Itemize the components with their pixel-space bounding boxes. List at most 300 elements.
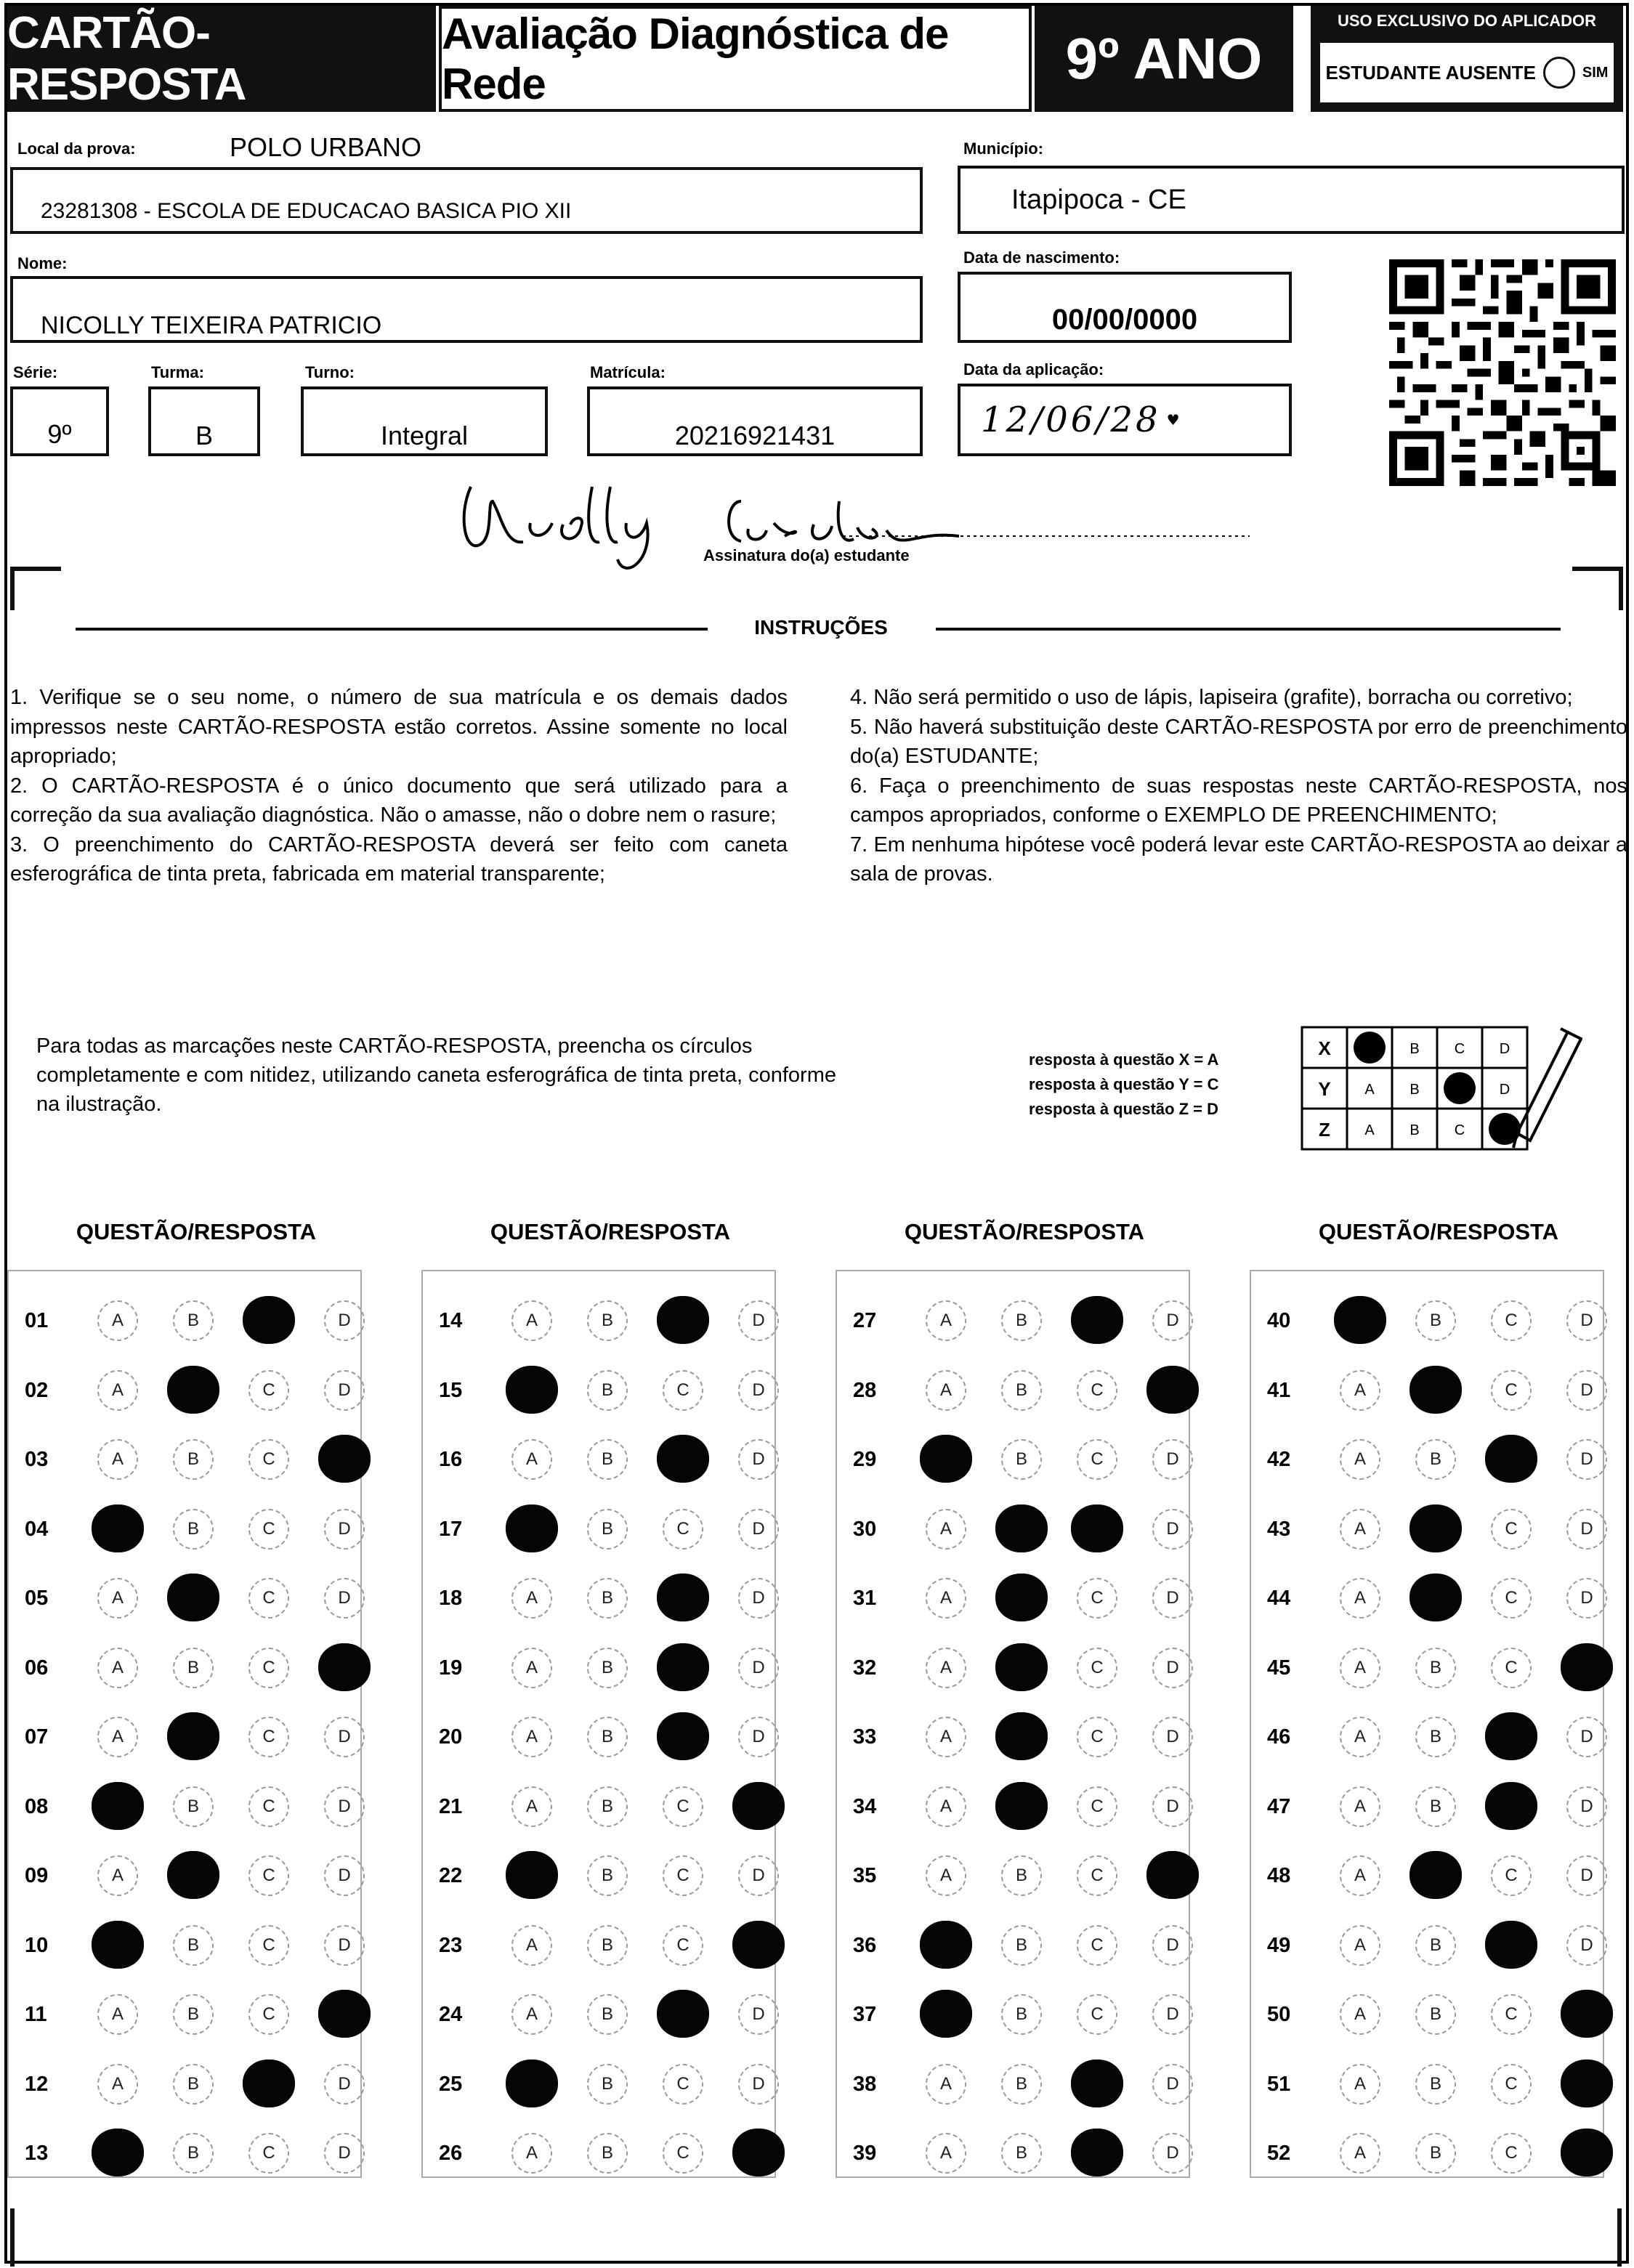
question-number: 09 [25,1864,49,1887]
answer-bubble-a[interactable] [92,1921,144,1969]
answer-bubble-a[interactable]: A [511,1717,552,1757]
answer-bubble-a[interactable]: A [926,1717,966,1757]
sheet-title: CARTÃO-RESPOSTA [7,6,436,112]
answer-bubble-d[interactable]: D [738,1439,779,1480]
answer-bubble-b[interactable]: B [173,1925,214,1966]
answer-bubble-c[interactable]: C [1491,1855,1532,1896]
answer-bubble-a[interactable] [920,1921,972,1969]
turma-field [148,386,260,456]
answer-bubble-d[interactable]: D [1152,1509,1193,1550]
answer-bubble-a[interactable]: A [926,1578,966,1619]
answer-bubble-d[interactable]: D [1152,1648,1193,1688]
answer-bubble-a[interactable]: A [1340,1994,1380,2035]
answer-bubble-b[interactable]: B [587,2064,628,2105]
question-row-39 [853,2131,1194,2175]
answer-bubble-d[interactable]: D [324,2064,365,2105]
answer-bubble-c[interactable] [657,1990,709,2038]
answer-bubble-d[interactable]: D [324,2133,365,2174]
answer-bubble-d[interactable] [1561,1643,1613,1691]
answer-bubble-c[interactable]: C [248,1648,289,1688]
answer-bubble-c[interactable]: C [1491,1509,1532,1550]
answer-bubble-a[interactable] [506,1504,558,1552]
applicator-box [1311,6,1623,112]
answer-bubble-d[interactable]: D [1152,1717,1193,1757]
answer-bubble-a[interactable]: A [1340,1925,1380,1966]
answer-bubble-c[interactable] [1485,1712,1537,1760]
answer-bubble-d[interactable]: D [1152,1994,1193,2035]
answer-bubble-b[interactable]: B [587,1439,628,1480]
absent-field [1318,41,1616,105]
answer-bubble-d[interactable]: D [738,1855,779,1896]
answer-bubble-d[interactable]: D [1566,1509,1607,1550]
question-number: 25 [439,2072,463,2096]
answer-bubble-b[interactable] [1409,1851,1462,1899]
question-number: 44 [1267,1587,1291,1610]
answer-bubble-b[interactable]: B [1001,1439,1042,1480]
answer-bubble-a[interactable]: A [97,1717,138,1757]
answer-bubble-a[interactable]: A [926,1786,966,1827]
matricula-value: 20216921431 [674,421,836,450]
answer-bubble-c[interactable]: C [1077,1855,1117,1896]
example-option-letter: D [1499,1082,1510,1098]
answer-bubble-b[interactable]: B [1001,1925,1042,1966]
answer-bubble-d[interactable]: D [324,1509,365,1550]
question-number: 04 [25,1517,49,1541]
question-row-35 [853,1854,1194,1898]
answer-bubble-d[interactable]: D [324,1300,365,1341]
answer-bubble-d[interactable]: D [738,1578,779,1619]
answer-bubble-d[interactable] [732,1782,785,1830]
nascimento-value: 00/00/0000 [1051,303,1198,336]
question-row-34 [853,1785,1194,1828]
answer-bubble-b[interactable]: B [1415,1648,1456,1688]
answer-bubble-b[interactable]: B [587,1994,628,2035]
answer-bubble-a[interactable]: A [926,2133,966,2174]
answer-bubble-d[interactable]: D [1566,1786,1607,1827]
answer-bubble-c[interactable] [1071,1504,1123,1552]
answer-bubble-c[interactable]: C [1491,1300,1532,1341]
answer-bubble-a[interactable] [506,2060,558,2107]
answer-bubble-b[interactable] [167,1851,219,1899]
answer-bubble-c[interactable] [1485,1782,1537,1830]
question-number: 43 [1267,1517,1291,1541]
nome-label: Nome: [17,254,68,272]
question-number: 11 [25,2003,47,2026]
answer-bubble-b[interactable]: B [173,1786,214,1827]
answer-bubble-d[interactable]: D [1566,1717,1607,1757]
answer-bubble-a[interactable]: A [511,1925,552,1966]
answer-bubble-c[interactable]: C [248,1370,289,1411]
question-row-19 [439,1646,780,1690]
answer-bubble-b[interactable]: B [1415,1994,1456,2035]
answer-bubble-b[interactable]: B [587,2133,628,2174]
question-number: 37 [853,2003,877,2026]
answer-bubble-c[interactable]: C [663,1509,703,1550]
answer-column-title: QUESTÃO/RESPOSTA [904,1219,1145,1244]
answer-bubble-a[interactable]: A [97,2064,138,2105]
question-number: 20 [439,1725,463,1749]
answer-bubble-a[interactable]: A [1340,2133,1380,2174]
answer-bubble-d[interactable]: D [1152,1578,1193,1619]
answer-bubble-b[interactable]: B [173,1439,214,1480]
question-row-48 [1267,1854,1609,1898]
answer-bubble-a[interactable]: A [926,1300,966,1341]
answer-bubble-c[interactable]: C [663,2133,703,2174]
question-number: 32 [853,1656,877,1680]
answer-bubble-b[interactable]: B [173,2064,214,2105]
answer-bubble-b[interactable]: B [1415,1439,1456,1480]
answer-bubble-d[interactable]: D [738,1300,779,1341]
answer-bubble-b[interactable]: B [1001,1370,1042,1411]
answer-bubble-d[interactable]: D [738,1509,779,1550]
answer-bubble-c[interactable]: C [1077,1925,1117,1966]
answer-bubble-a[interactable]: A [97,1578,138,1619]
question-number: 51 [1267,2072,1291,2096]
example-row-y [1302,1068,1527,1109]
answer-bubble-b[interactable]: B [1001,1855,1042,1896]
answer-bubble-c[interactable] [1071,2129,1123,2176]
answer-bubble-a[interactable]: A [1340,2064,1380,2105]
answer-bubble-b[interactable] [167,1712,219,1760]
question-row-43 [1267,1507,1609,1551]
answer-bubble-b[interactable]: B [1415,1300,1456,1341]
answer-bubble-d[interactable]: D [1566,1370,1607,1411]
answer-bubble-b[interactable]: B [587,1648,628,1688]
answer-bubble-c[interactable] [657,1435,709,1483]
answer-bubble-b[interactable] [167,1366,219,1414]
answer-bubble-a[interactable]: A [511,1648,552,1688]
aplicacao-field [958,384,1292,456]
question-row-08 [25,1785,366,1828]
answer-bubble-c[interactable] [657,1574,709,1621]
answer-bubble-c[interactable]: C [1077,1994,1117,2035]
answer-bubble-a[interactable]: A [1340,1439,1380,1480]
exam-name: Avaliação Diagnóstica de Rede [439,6,1032,112]
grade-badge: 9º ANO [1035,6,1293,112]
answer-bubble-d[interactable]: D [1566,1439,1607,1480]
answer-bubble-b[interactable]: B [173,2133,214,2174]
answer-bubble-a[interactable] [920,1990,972,2038]
answer-bubble-d[interactable]: D [324,1717,365,1757]
answer-bubble-b[interactable]: B [1001,2064,1042,2105]
answer-bubble-b[interactable]: B [1415,1786,1456,1827]
answer-bubble-d[interactable]: D [738,1648,779,1688]
answer-bubble-d[interactable]: D [324,1855,365,1896]
question-number: 40 [1267,1309,1291,1332]
answer-bubble-b[interactable] [1409,1574,1462,1621]
example-labels [1029,1048,1218,1122]
answer-bubble-a[interactable] [506,1366,558,1414]
absent-bubble[interactable] [1543,57,1575,89]
answer-bubble-c[interactable]: C [1491,1578,1532,1619]
answer-bubble-a[interactable]: A [511,1300,552,1341]
answer-bubble-a[interactable]: A [97,1855,138,1896]
answer-bubble-d[interactable] [318,1990,371,2038]
answer-bubble-b[interactable] [1409,1504,1462,1552]
answer-bubble-b[interactable]: B [587,1578,628,1619]
answer-bubble-d[interactable]: D [1152,1439,1193,1480]
question-number: 34 [853,1794,877,1818]
question-row-15 [439,1369,780,1412]
question-row-47 [1267,1785,1609,1828]
corner-mark-right [1572,567,1623,610]
serie-label: Série: [13,363,58,381]
answer-bubble-a[interactable]: A [1340,1717,1380,1757]
example-filled-bubble [1354,1032,1386,1064]
question-number: 08 [25,1794,49,1818]
answer-bubble-a[interactable]: A [926,1509,966,1550]
answer-bubble-c[interactable] [657,1712,709,1760]
answer-bubble-c[interactable]: C [663,1370,703,1411]
answer-bubble-b[interactable]: B [1415,2133,1456,2174]
answer-bubble-b[interactable]: B [587,1300,628,1341]
question-row-01 [25,1299,366,1342]
answer-bubble-c[interactable]: C [248,1717,289,1757]
answer-bubble-c[interactable] [1485,1921,1537,1969]
example-row-label: Z [1319,1119,1330,1141]
answer-bubble-b[interactable] [1409,1366,1462,1414]
answer-bubble-c[interactable]: C [1491,1648,1532,1688]
answer-bubble-a[interactable] [506,1851,558,1899]
answer-bubble-c[interactable]: C [663,1925,703,1966]
answer-bubble-b[interactable]: B [587,1855,628,1896]
answer-column-title: QUESTÃO/RESPOSTA [1318,1219,1559,1244]
answer-bubble-a[interactable]: A [97,1648,138,1688]
answer-bubble-c[interactable] [1071,2060,1123,2107]
answer-bubble-c[interactable] [657,1643,709,1691]
answer-bubble-c[interactable] [1485,1435,1537,1483]
municipio-value: Itapipoca - CE [1011,184,1186,215]
question-number: 35 [853,1864,877,1887]
answer-bubble-a[interactable]: A [511,1994,552,2035]
aplicacao-label: Data da aplicação: [963,360,1104,378]
answer-bubble-c[interactable]: C [1077,1717,1117,1757]
question-row-45 [1267,1646,1609,1690]
answer-bubble-c[interactable]: C [1491,2064,1532,2105]
answer-bubble-d[interactable]: D [1152,1925,1193,1966]
local-value: POLO URBANO [230,132,422,162]
instructions-right: 4. Não será permitido o uso de lápis, lapiseira (grafite), borracha ou corretivo; 5. Não haverá substituição deste CARTÃO-RESPOSTA por erro de preenchimento do(a) ESTUDANTE; 6. Faça o preenchimento de suas respostas neste CARTÃO-RESPOSTA, nos campos apropriados, conforme o EXEMPLO DE PREENCHIMENTO; 7. Em nenhuma hipótese você poderá levar este CARTÃO-RESPOSTA ao deixar a sala de provas. [850,686,1627,886]
answer-bubble-c[interactable] [1071,1296,1123,1344]
answer-bubble-c[interactable]: C [1077,1786,1117,1827]
answer-bubble-b[interactable] [167,1574,219,1621]
answer-bubble-d[interactable] [318,1435,371,1483]
answer-bubble-c[interactable] [657,1296,709,1344]
answer-bubble-a[interactable]: A [97,1370,138,1411]
question-row-07 [25,1715,366,1759]
applicator-label: USO EXCLUSIVO DO APLICADOR [1337,12,1597,30]
answer-bubble-b[interactable]: B [1001,1300,1042,1341]
answer-bubble-c[interactable] [243,2060,295,2107]
question-number: 24 [439,2003,463,2026]
question-number: 23 [439,1933,463,1957]
answer-bubble-a[interactable]: A [1340,1648,1380,1688]
answer-bubble-d[interactable]: D [324,1578,365,1619]
question-row-50 [1267,1993,1609,2036]
qr-code [1389,256,1616,490]
answer-bubble-a[interactable]: A [97,1439,138,1480]
answer-bubble-b[interactable]: B [173,1648,214,1688]
answer-bubble-a[interactable]: A [511,1439,552,1480]
answer-bubble-a[interactable]: A [1340,1509,1380,1550]
answer-bubble-b[interactable] [995,1712,1048,1760]
answer-bubble-c[interactable]: C [248,1786,289,1827]
question-row-25 [439,2062,780,2106]
question-row-41 [1267,1369,1609,1412]
question-number: 29 [853,1448,877,1471]
answer-bubble-d[interactable] [1146,1851,1199,1899]
answer-bubble-b[interactable] [995,1574,1048,1621]
school-value: 23281308 - ESCOLA DE EDUCACAO BASICA PIO XII [41,199,572,223]
answer-bubble-c[interactable]: C [1491,2133,1532,2174]
answer-bubble-d[interactable]: D [1152,2064,1193,2105]
question-row-16 [439,1438,780,1481]
matricula-label: Matrícula: [590,363,666,381]
answer-bubble-d[interactable] [1146,1366,1199,1414]
answer-bubble-b[interactable]: B [587,1509,628,1550]
question-row-38 [853,2062,1194,2106]
answer-bubble-b[interactable]: B [1001,1994,1042,2035]
answer-bubble-a[interactable] [92,1782,144,1830]
answer-bubble-d[interactable]: D [738,2064,779,2105]
example-label-x: resposta à questão X = A [1029,1050,1219,1069]
answer-bubble-d[interactable]: D [324,1786,365,1827]
answer-bubble-b[interactable]: B [587,1717,628,1757]
answer-bubble-c[interactable]: C [663,1786,703,1827]
absent-label: ESTUDANTE AUSENTE [1325,61,1536,84]
answer-bubble-c[interactable]: C [248,1439,289,1480]
answer-bubble-a[interactable]: A [511,1786,552,1827]
answer-bubble-c[interactable]: C [1077,1439,1117,1480]
turno-field [301,386,548,456]
answer-bubble-d[interactable]: D [738,1994,779,2035]
example-option-letter: A [1364,1082,1375,1098]
question-row-11 [25,1993,366,2036]
question-row-05 [25,1576,366,1620]
answer-bubble-a[interactable]: A [926,1855,966,1896]
answer-bubble-d[interactable]: D [1566,1300,1607,1341]
answer-bubble-b[interactable] [995,1643,1048,1691]
question-row-30 [853,1507,1194,1551]
answer-bubble-a[interactable]: A [926,2064,966,2105]
answer-bubble-d[interactable] [732,1921,785,1969]
answer-bubble-d[interactable] [1561,1990,1613,2038]
answer-bubble-c[interactable]: C [1077,1578,1117,1619]
answer-bubble-b[interactable]: B [587,1925,628,1966]
answer-bubble-c[interactable]: C [663,2064,703,2105]
question-number: 13 [25,2142,49,2165]
answer-bubble-d[interactable]: D [324,1925,365,1966]
question-row-33 [853,1715,1194,1759]
answer-bubble-c[interactable]: C [1491,1370,1532,1411]
answer-bubble-d[interactable]: D [1152,2133,1193,2174]
answer-bubble-b[interactable]: B [173,1300,214,1341]
answer-bubble-b[interactable]: B [587,1786,628,1827]
answer-bubble-a[interactable]: A [1340,1370,1380,1411]
answer-bubble-a[interactable]: A [926,1370,966,1411]
answer-bubble-c[interactable]: C [248,1994,289,2035]
answer-bubble-c[interactable]: C [248,1925,289,1966]
answer-bubble-d[interactable]: D [1566,1578,1607,1619]
answer-bubble-a[interactable] [92,1504,144,1552]
answer-column-title: QUESTÃO/RESPOSTA [490,1219,731,1244]
question-row-26 [439,2131,780,2175]
answer-bubble-b[interactable]: B [173,1509,214,1550]
answer-bubble-c[interactable]: C [1077,1648,1117,1688]
signature-label: Assinatura do(a) estudante [703,546,910,564]
question-number: 38 [853,2072,877,2096]
answer-bubble-c[interactable]: C [663,1855,703,1896]
answer-bubble-d[interactable]: D [738,1370,779,1411]
answer-bubble-b[interactable]: B [1415,1925,1456,1966]
question-number: 05 [25,1587,49,1610]
municipio-field [958,166,1625,234]
answer-bubble-c[interactable]: C [248,1578,289,1619]
question-row-02 [25,1369,366,1412]
answer-bubble-d[interactable] [318,1643,371,1691]
question-row-29 [853,1438,1194,1481]
answer-bubble-c[interactable] [243,1296,295,1344]
answer-bubble-d[interactable]: D [324,1370,365,1411]
answer-bubble-a[interactable]: A [511,1578,552,1619]
turma-value: B [195,421,213,450]
answer-bubble-c[interactable]: C [248,2133,289,2174]
question-row-06 [25,1646,366,1690]
answer-bubble-b[interactable] [995,1782,1048,1830]
question-row-51 [1267,2062,1609,2106]
answer-bubble-d[interactable]: D [1566,1925,1607,1966]
answer-bubble-d[interactable] [1561,2129,1613,2176]
question-number: 52 [1267,2142,1291,2165]
answer-bubble-b[interactable]: B [1415,2064,1456,2105]
answer-bubble-c[interactable]: C [1077,1370,1117,1411]
corner-mark-left [10,567,61,610]
answer-bubble-d[interactable] [1561,2060,1613,2107]
answer-bubble-c[interactable]: C [248,1509,289,1550]
answer-bubble-d[interactable]: D [1566,1855,1607,1896]
local-label: Local da prova: [17,139,136,158]
answer-bubble-d[interactable]: D [738,1717,779,1757]
question-number: 39 [853,2142,877,2165]
answer-bubble-d[interactable] [732,2129,785,2176]
answer-bubble-d[interactable]: D [1152,1786,1193,1827]
question-row-21 [439,1785,780,1828]
example-row-x [1302,1027,1527,1068]
answer-bubble-c[interactable]: C [1491,1994,1532,2035]
answer-bubble-a[interactable]: A [97,1994,138,2035]
answer-bubble-d[interactable]: D [1152,1300,1193,1341]
question-number: 14 [439,1309,463,1332]
answer-bubble-a[interactable]: A [1340,1855,1380,1896]
answer-bubble-a[interactable]: A [97,1300,138,1341]
serie-value: 9º [47,419,72,449]
answer-bubble-c[interactable]: C [248,1855,289,1896]
example-label-y: resposta à questão Y = C [1029,1075,1219,1093]
answer-bubble-a[interactable] [920,1435,972,1483]
answer-bubble-a[interactable]: A [1340,1578,1380,1619]
answer-bubble-b[interactable]: B [587,1370,628,1411]
answer-bubble-a[interactable]: A [511,2133,552,2174]
answer-bubble-b[interactable]: B [1001,2133,1042,2174]
answer-bubble-a[interactable]: A [1340,1786,1380,1827]
answer-bubble-b[interactable]: B [1415,1717,1456,1757]
answer-bubble-b[interactable]: B [173,1994,214,2035]
answer-bubble-a[interactable] [1334,1296,1386,1344]
question-number: 41 [1267,1378,1291,1402]
answer-bubble-b[interactable] [995,1504,1048,1552]
answer-bubble-a[interactable] [92,2129,144,2176]
answer-bubble-a[interactable]: A [926,1648,966,1688]
